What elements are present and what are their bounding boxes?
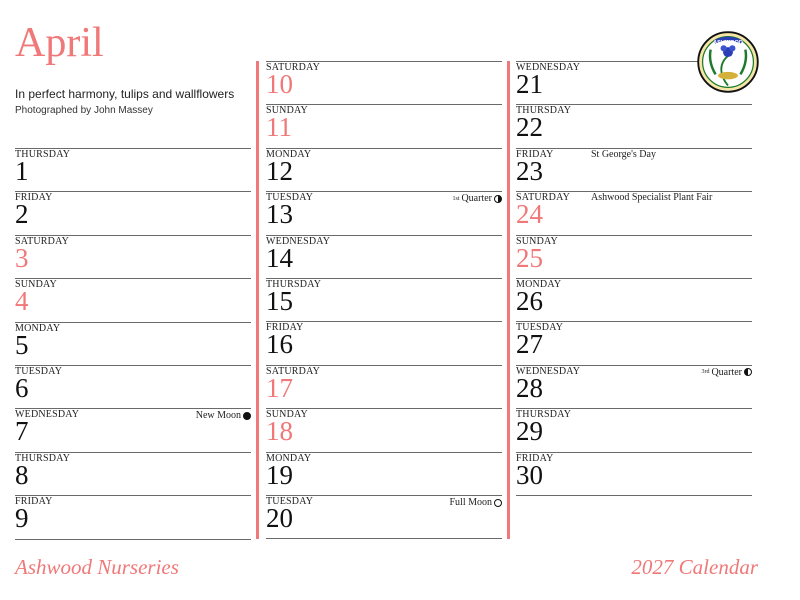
column-divider [256,61,259,539]
column-end-rule [516,495,752,496]
day-number: 8 [15,459,29,490]
day-cell [15,235,251,278]
day-cell [516,365,752,408]
day-cell [516,235,752,278]
weekday-label: MONDAY [516,279,562,290]
day-cell [266,148,502,191]
day-number: 29 [516,416,543,447]
day-number: 28 [516,372,543,403]
day-cell [266,495,502,538]
weekday-label: MONDAY [15,322,61,334]
event-note: St George's Day [591,148,656,160]
weekday-label: WEDNESDAY [266,235,331,247]
day-number: 22 [516,112,543,143]
weekday-label: TUESDAY [266,496,314,507]
moon-icon [494,195,502,203]
day-number: 4 [15,286,29,317]
day-number: 14 [266,242,293,273]
day-number: 16 [266,329,293,360]
photo-caption: In perfect harmony, tulips and wallflowers [15,87,235,101]
weekday-label: FRIDAY [15,496,53,508]
day-cell [266,408,502,451]
moon-icon [494,499,502,507]
moon-phase [449,497,502,508]
weekday-label: THURSDAY [516,409,572,421]
day-number: 25 [516,242,543,273]
weekday-label: THURSDAY [266,279,322,290]
day-cell [516,452,752,495]
day-number: 24 [516,199,543,230]
weekday-label: SATURDAY [516,192,571,204]
day-cell [266,104,502,147]
ashwood-logo-icon [697,22,759,102]
day-cell [266,365,502,408]
day-cell [266,452,502,495]
day-number: 27 [516,329,543,360]
moon-phase-label: Full Moon [449,497,492,508]
moon-icon [744,368,752,376]
day-number: 9 [15,503,29,534]
weekday-label: SUNDAY [516,235,558,247]
column-divider [507,61,510,539]
logo-text: ASHWOOD [713,40,743,47]
day-number: 30 [516,459,543,490]
day-cell [266,278,502,321]
column-end-rule [266,538,502,539]
weekday-label: FRIDAY [15,192,53,204]
day-number: 19 [266,459,293,490]
weekday-label: SATURDAY [266,365,321,377]
weekday-label: SUNDAY [15,279,57,291]
day-number: 18 [266,416,293,447]
day-number: 7 [15,416,29,447]
month-title: April [15,20,104,66]
day-cell [15,322,251,365]
day-cell [15,408,251,451]
day-cell [15,191,251,234]
moon-phase-ordinal: 3rd [701,369,710,376]
day-number: 2 [15,199,29,230]
day-number: 23 [516,155,543,186]
weekday-label: SATURDAY [266,62,321,73]
day-number: 10 [266,69,293,99]
day-cell [516,408,752,451]
day-cell [266,321,502,364]
moon-phase-label: Quarter [461,193,492,205]
moon-phase [196,410,251,421]
day-cell [15,148,251,191]
day-cell [15,452,251,495]
weekday-label: TUESDAY [266,192,314,204]
day-cell [516,278,752,321]
day-cell [516,148,752,191]
day-number: 5 [15,329,29,360]
weekday-label: FRIDAY [266,322,304,334]
day-cell [15,278,251,321]
day-number: 6 [15,373,29,403]
weekday-label: TUESDAY [516,322,564,334]
moon-phase-label: New Moon [195,410,241,422]
weekday-label: MONDAY [266,452,312,464]
day-cell [516,104,752,147]
weekday-label: SUNDAY [266,105,308,117]
day-cell [266,61,502,104]
day-cell [266,235,502,278]
weekday-label: WEDNESDAY [516,62,581,73]
weekday-label: MONDAY [266,148,312,160]
day-number: 17 [266,372,293,403]
day-number: 20 [266,503,293,533]
day-number: 13 [266,199,293,230]
day-cell [266,191,502,234]
day-cell [15,365,251,408]
day-number: 11 [266,112,292,143]
day-cell [516,321,752,364]
weekday-label: THURSDAY [15,452,71,464]
day-number: 1 [15,156,29,186]
weekday-label: TUESDAY [15,366,63,377]
weekday-label: SATURDAY [15,235,70,247]
day-cell [15,495,251,538]
footer-year: 2027 Calendar [631,555,758,579]
event-note: Ashwood Specialist Plant Fair [591,192,713,204]
day-number: 15 [266,286,293,316]
column-end-rule [15,539,251,540]
day-number: 3 [15,242,29,273]
day-cell [516,191,752,234]
weekday-label: FRIDAY [516,148,554,160]
day-number: 12 [266,155,293,186]
weekday-label: FRIDAY [516,452,554,464]
moon-phase [452,193,502,204]
day-number: 26 [516,286,543,316]
weekday-label: THURSDAY [15,149,71,160]
photo-credit: Photographed by John Massey [15,105,153,116]
weekday-label: THURSDAY [516,105,572,117]
moon-phase [701,367,752,378]
weekday-label: WEDNESDAY [516,365,581,377]
day-number: 21 [516,69,543,99]
weekday-label: WEDNESDAY [15,409,80,421]
weekday-label: SUNDAY [266,409,308,421]
moon-icon [243,412,251,420]
moon-phase-label: Quarter [711,366,742,378]
footer-brand: Ashwood Nurseries [15,555,179,579]
moon-phase-ordinal: 1st [452,195,460,202]
